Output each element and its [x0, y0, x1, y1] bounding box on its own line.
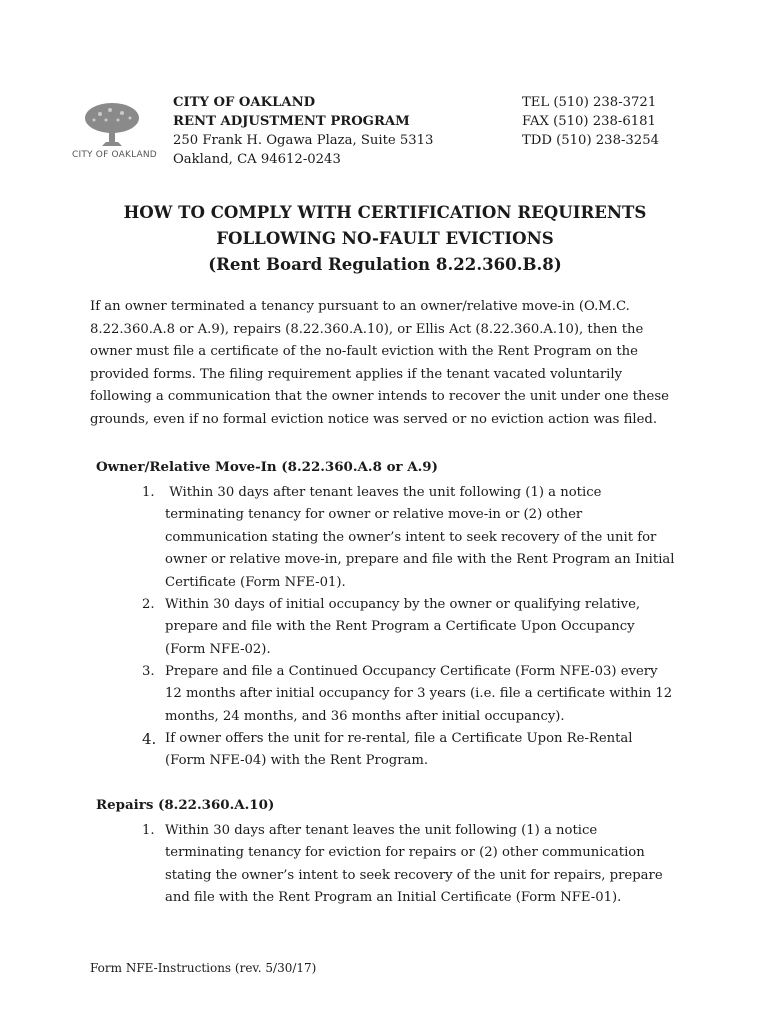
intro-line: grounds, even if no formal eviction notice was served or no eviction action was filed. — [90, 411, 658, 427]
form-footer: Form NFE-Instructions (rev. 5/30/17) — [90, 961, 317, 975]
item-line: months, 24 months, and 36 months after initial occupancy). — [165, 708, 565, 724]
intro-line: owner must file a certificate of the no-fault eviction with the Rent Program on the — [90, 344, 638, 360]
contact-block — [522, 93, 659, 150]
item-line: communication stating the owner’s intent to seek recovery of the unit for — [165, 529, 657, 545]
fax-number: FAX (510) 238-6181 — [522, 114, 656, 129]
intro-paragraph — [90, 296, 680, 432]
item-line: stating the owner’s intent to seek recovery of the unit for repairs, prepare — [165, 867, 663, 883]
item-line: Prepare and file a Continued Occupancy Certificate (Form NFE-03) every — [165, 664, 658, 679]
item-line: and file with the Rent Program an Initial Certificate (Form NFE-01). — [165, 890, 622, 906]
street-address: 250 Frank H. Ogawa Plaza, Suite 5313 — [173, 133, 434, 148]
org-name: CITY OF OAKLAND — [173, 95, 316, 110]
section-heading-repairs: Repairs (8.22.360.A.10) — [96, 797, 275, 813]
item-line: owner or relative move-in, prepare and file with the Rent Program an Initial — [165, 552, 675, 568]
item-line: Within 30 days after tenant leaves the unit following (1) a notice — [165, 823, 598, 838]
item-line: terminating tenancy for eviction for repairs or (2) other communication — [165, 845, 645, 861]
item-number: 4. — [142, 730, 157, 748]
document-title — [0, 199, 770, 277]
item-line: Within 30 days of initial occupancy by the owner or qualifying relative, — [165, 597, 641, 612]
item-number: 3. — [142, 664, 155, 679]
logo-caption: CITY OF OAKLAND — [72, 150, 157, 160]
title-line-1: HOW TO COMPLY WITH CERTIFICATION REQUIRENTS — [123, 202, 647, 222]
oak-tree-icon — [82, 100, 142, 152]
intro-line: following a communication that the owner intends to recover the unit under one these — [90, 389, 669, 405]
title-line-3: (Rent Board Regulation 8.22.360.B.8) — [208, 254, 562, 274]
intro-line: If an owner terminated a tenancy pursuant to an owner/relative move-in (O.M.C. — [90, 299, 630, 314]
item-line: 12 months after initial occupancy for 3 years (i.e. file a certificate within 12 — [165, 686, 673, 702]
title-line-2: FOLLOWING NO-FAULT EVICTIONS — [216, 228, 554, 248]
intro-line: provided forms. The filing requirement applies if the tenant vacated voluntarily — [90, 366, 623, 382]
item-number: 2. — [142, 597, 155, 612]
item-line: terminating tenancy for owner or relative move-in or (2) other — [165, 507, 583, 523]
address-block — [173, 93, 433, 169]
tdd-number: TDD (510) 238-3254 — [522, 133, 659, 148]
item-line: (Form NFE-04) with the Rent Program. — [165, 753, 429, 769]
item-line: prepare and file with the Rent Program a Certificate Upon Occupancy — [165, 619, 635, 635]
section-heading-owner-move-in: Owner/Relative Move-In (8.22.360.A.8 or A.9) — [96, 459, 438, 475]
city-logo — [72, 100, 162, 170]
item-text — [165, 661, 685, 728]
item-line: (Form NFE-02). — [165, 641, 271, 657]
program-name: RENT ADJUSTMENT PROGRAM — [173, 114, 410, 129]
item-line: If owner offers the unit for re-rental, file a Certificate Upon Re-Rental — [165, 731, 633, 746]
item-text — [165, 820, 685, 910]
item-line: Within 30 days after tenant leaves the unit following (1) a notice — [165, 485, 602, 500]
item-text — [165, 728, 685, 773]
item-number: 1. — [142, 485, 155, 500]
item-number: 1. — [142, 823, 155, 838]
item-text — [165, 594, 685, 661]
item-line: Certificate (Form NFE-01). — [165, 574, 346, 590]
item-text — [165, 482, 685, 594]
tel-number: TEL (510) 238-3721 — [522, 95, 657, 110]
intro-line: 8.22.360.A.8 or A.9), repairs (8.22.360.A.10), or Ellis Act (8.22.360.A.10), then the — [90, 321, 644, 337]
city-state-zip: Oakland, CA 94612-0243 — [173, 152, 341, 167]
